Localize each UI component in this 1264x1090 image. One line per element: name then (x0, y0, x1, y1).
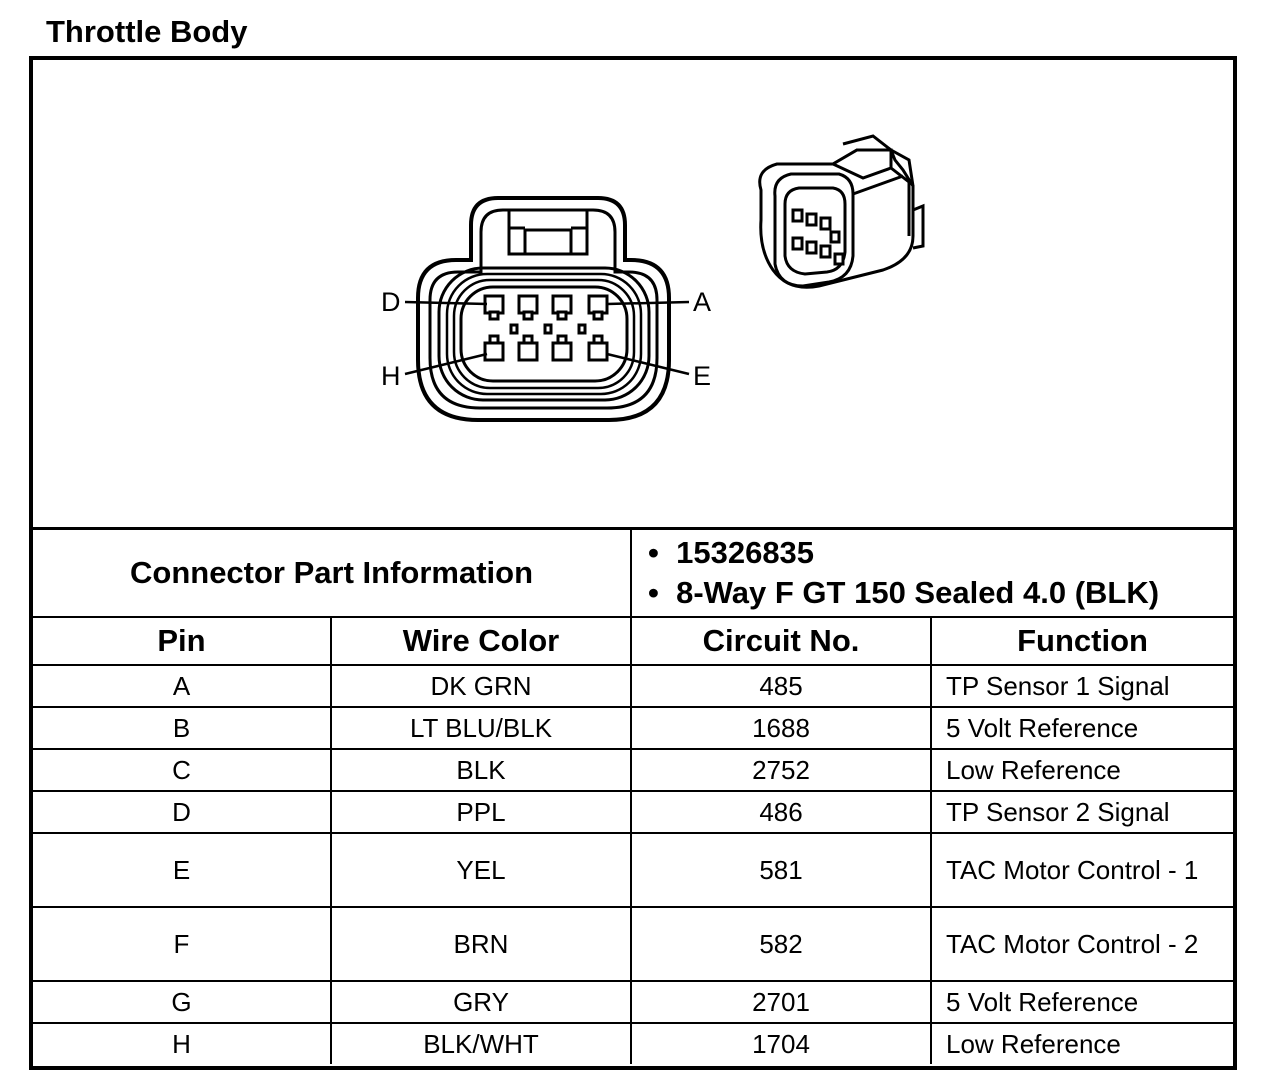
function-cell: TP Sensor 2 Signal (931, 791, 1233, 833)
connector-description: • 8-Way F GT 150 Sealed 4.0 (BLK) (648, 575, 1160, 610)
circuit-cell: 2752 (631, 749, 931, 791)
pin-cell: A (33, 665, 331, 707)
pin-cell: C (33, 749, 331, 791)
table-row (33, 707, 1233, 749)
pin-label-e: E (693, 361, 712, 391)
connector-info-label: Connector Part Information (33, 530, 631, 617)
pin-label-a: A (693, 287, 712, 317)
connector-info-row (33, 530, 1233, 617)
table-row (33, 665, 1233, 707)
wire-color-cell: PPL (331, 791, 631, 833)
table-row (33, 1023, 1233, 1064)
pin-cell: F (33, 907, 331, 981)
pinout-table (33, 530, 1233, 1064)
connector-diagram-area (33, 60, 1233, 530)
function-cell: TP Sensor 1 Signal (931, 665, 1233, 707)
function-cell: 5 Volt Reference (931, 981, 1233, 1023)
table-row (33, 791, 1233, 833)
circuit-cell: 1704 (631, 1023, 931, 1064)
connector-face-view (418, 198, 669, 420)
wire-color-cell: LT BLU/BLK (331, 707, 631, 749)
connector-sheet (29, 56, 1237, 1070)
function-cell: 5 Volt Reference (931, 707, 1233, 749)
function-cell: TAC Motor Control - 1 (931, 833, 1233, 907)
table-row (33, 981, 1233, 1023)
table-row (33, 749, 1233, 791)
circuit-cell: 2701 (631, 981, 931, 1023)
connector-diagram (33, 60, 1233, 527)
header-pin: Pin (33, 617, 331, 665)
wire-color-cell: BRN (331, 907, 631, 981)
pin-label-h: H (381, 361, 401, 391)
table-header-row (33, 617, 1233, 665)
connector-isometric-view (760, 136, 923, 287)
connector-info-values (631, 530, 1233, 617)
circuit-cell: 582 (631, 907, 931, 981)
circuit-cell: 1688 (631, 707, 931, 749)
circuit-cell: 486 (631, 791, 931, 833)
function-cell: Low Reference (931, 749, 1233, 791)
header-function: Function (931, 617, 1233, 665)
header-circuit: Circuit No. (631, 617, 931, 665)
table-row (33, 833, 1233, 907)
circuit-cell: 485 (631, 665, 931, 707)
connector-part-number: • 15326835 (648, 535, 815, 570)
connector-cavities (485, 296, 607, 360)
pin-cell: B (33, 707, 331, 749)
wire-color-cell: GRY (331, 981, 631, 1023)
table-row (33, 907, 1233, 981)
wire-color-cell: YEL (331, 833, 631, 907)
function-cell: TAC Motor Control - 2 (931, 907, 1233, 981)
pin-cell: H (33, 1023, 331, 1064)
page-title: Throttle Body (46, 14, 248, 49)
pin-cell: E (33, 833, 331, 907)
header-wire-color: Wire Color (331, 617, 631, 665)
pin-label-d: D (381, 287, 401, 317)
pin-cell: G (33, 981, 331, 1023)
wire-color-cell: BLK (331, 749, 631, 791)
wire-color-cell: BLK/WHT (331, 1023, 631, 1064)
pin-cell: D (33, 791, 331, 833)
function-cell: Low Reference (931, 1023, 1233, 1064)
wire-color-cell: DK GRN (331, 665, 631, 707)
circuit-cell: 581 (631, 833, 931, 907)
